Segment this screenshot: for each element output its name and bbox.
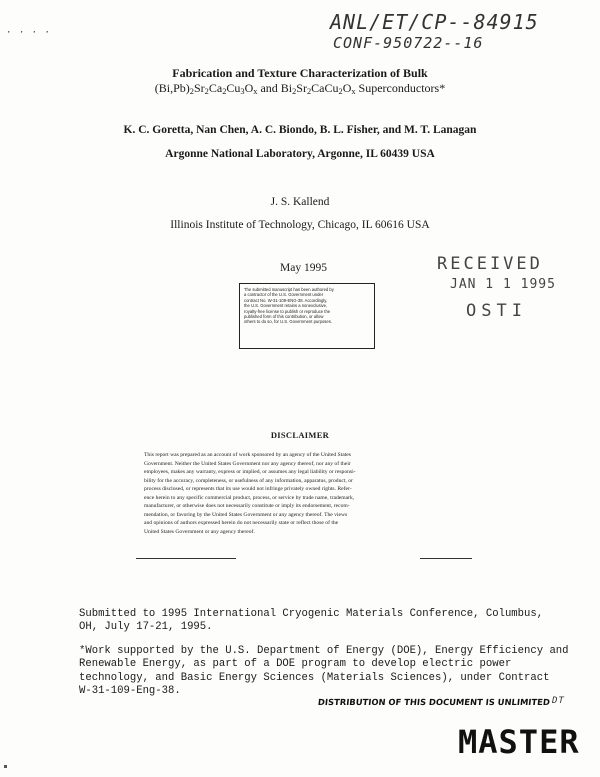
scan-speck [4, 765, 7, 768]
copyright-line: published form of this contribution, or allow [244, 314, 324, 320]
copyright-line: the U.S. Government retains a nonexclusive, [244, 303, 328, 309]
disclaimer-line: Government. Neither the United States Government nor any agency thereof, nor any of their [144, 460, 351, 467]
copyright-line: royalty-free license to publish or reproduce the [244, 308, 331, 314]
funding-footnote [79, 645, 569, 699]
disclaimer-rule-left [136, 558, 236, 559]
copyright-line: The submitted manuscript has been authored by [244, 287, 334, 292]
master-stamp: MASTER [458, 723, 580, 761]
footnote-line: technology, and Basic Energy Sciences (Materials Sciences), under Contract [79, 671, 550, 684]
footnote-line: W-31-109-Eng-38. [79, 685, 181, 698]
disclaimer-line: process disclosed, or represents that its use would not infringe privately owned rights. Refer- [144, 486, 352, 492]
disclaimer-text [144, 451, 460, 536]
margin-marks: · · · · [6, 28, 51, 38]
disclaimer-line: ence herein to any specific commercial product, process, or service by trade name, trademark, [144, 494, 355, 501]
disclaimer-line: and opinions of authors expressed herein do not necessarily state or reflect those of the [144, 520, 339, 526]
disclaimer-line: United States Government or any agency thereof. [144, 528, 255, 535]
received-stamp-date: JAN 1 1 1995 [450, 277, 556, 292]
author-list: K. C. Goretta, Nan Chen, A. C. Biondo, B. L. Fisher, and M. T. Lanagan [123, 124, 477, 136]
disclaimer-rule-right [420, 558, 472, 559]
received-stamp: RECEIVED [437, 254, 543, 274]
distribution-stamp: DISTRIBUTION OF THIS DOCUMENT IS UNLIMITED [317, 697, 551, 707]
copyright-notice-box [239, 283, 375, 349]
affiliation-argonne: Argonne National Laboratory, Argonne, IL 60439 USA [165, 148, 435, 160]
publication-date: May 1995 [280, 262, 327, 274]
handwritten-conf-number: CONF-950722--16 [333, 34, 484, 52]
title-line-2: $(Bi,Pb)_2Sr_2Ca_2Cu_3O_x$ and $Bi_2Sr_2CaCu_2O_x$ Superconductors* [154, 81, 446, 96]
disclaimer-line: This report was prepared as an account of work sponsored by an agency of the United States [144, 452, 351, 458]
affiliation-iit: Illinois Institute of Technology, Chicago, IL 60616 USA [170, 219, 430, 231]
copyright-line: others to do so, for U.S. Government purposes. [244, 319, 332, 325]
submitted-note [79, 608, 543, 635]
title-line-1: Fabrication and Texture Characterization of Bulk [172, 66, 428, 80]
copyright-line: a contractor of the U.S. Government under [244, 292, 324, 298]
disclaimer-line: bility for the accuracy, completeness, or usefulness of any information, apparatus, product, or [144, 477, 353, 484]
copyright-line: contract No. W-31-109-ENG-38. Accordingly, [244, 297, 328, 303]
submitted-line: Submitted to 1995 International Cryogenic Materials Conference, Columbus, [79, 608, 544, 620]
handwritten-report-number: ANL/ET/CP--84915 [330, 10, 539, 34]
footnote-line: *Work supported by the U.S. Department of Energy (DOE), Energy Efficiency and [79, 645, 569, 657]
disclaimer-line: mendation, or favoring by the United States Government or any agency thereof. The views [144, 511, 348, 518]
osti-stamp: OSTI [466, 301, 527, 321]
disclaimer-heading: DISCLAIMER [270, 430, 330, 440]
footnote-line: Renewable Energy, as part of a DOE program to develop electric power [79, 658, 512, 671]
author-kallend: J. S. Kallend [270, 196, 330, 208]
submitted-line: OH, July 17-21, 1995. [79, 621, 213, 634]
disclaimer-line: manufacturer, or otherwise does not necessarily constitute or imply its endorsement, recom- [144, 503, 350, 509]
disclaimer-line: employees, makes any warranty, express or implied, or assumes any legal liability or responsi- [144, 469, 356, 475]
distribution-handwritten-mark: DT [552, 696, 565, 706]
